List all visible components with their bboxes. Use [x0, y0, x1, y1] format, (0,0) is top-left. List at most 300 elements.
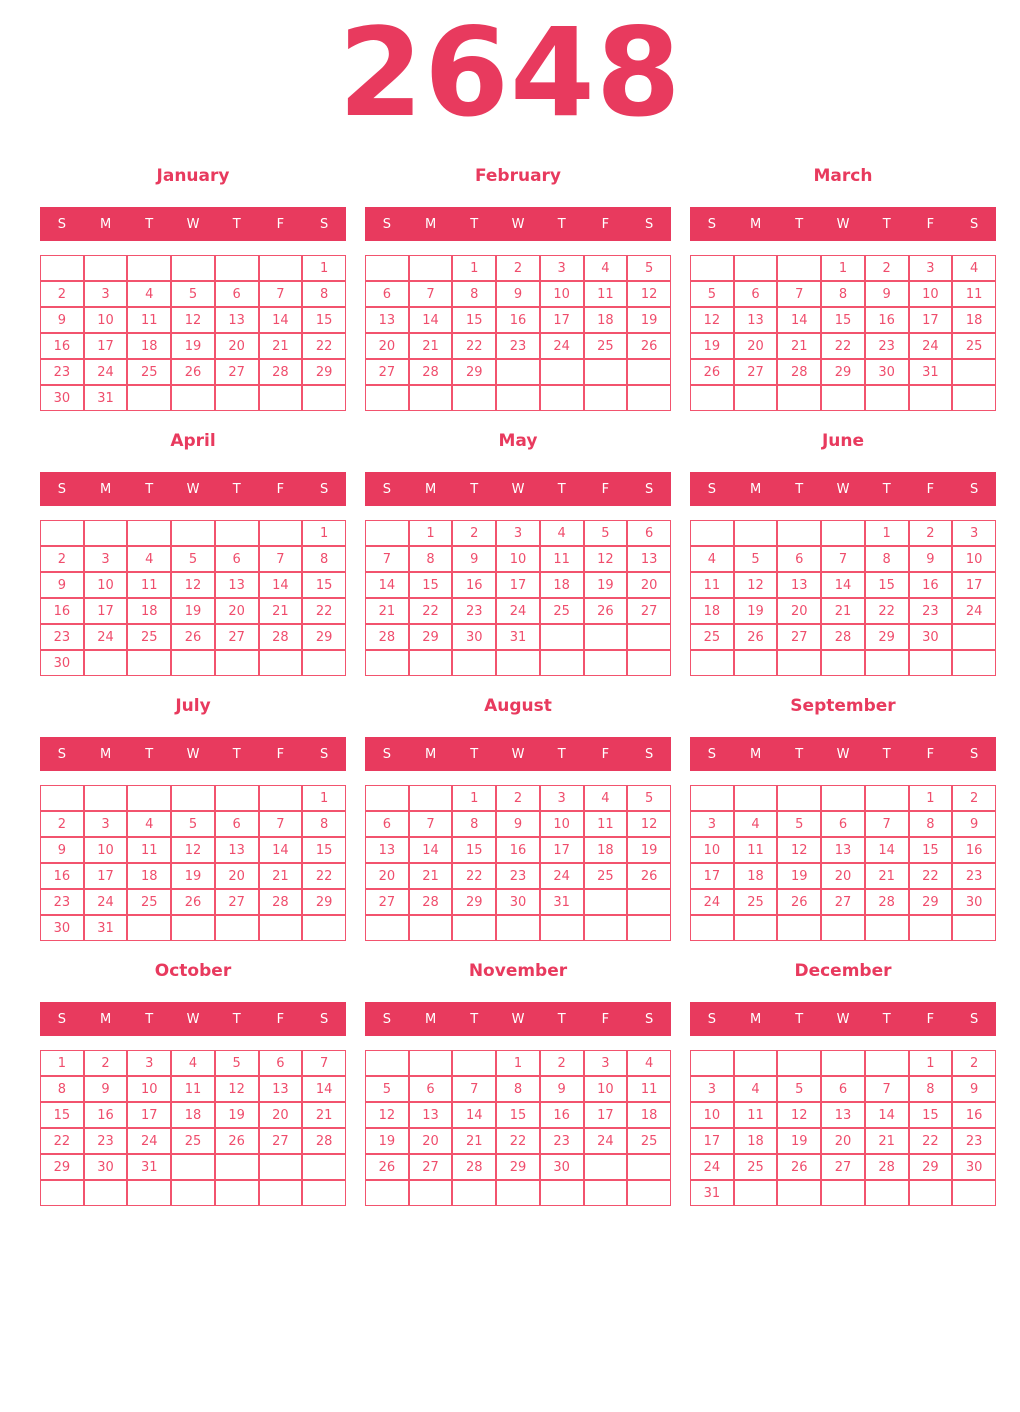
month-block-june — [690, 431, 996, 676]
month-day-grid — [690, 785, 996, 941]
day-cell: 22 — [40, 1128, 84, 1154]
empty-day-cell — [909, 1180, 953, 1206]
empty-day-cell — [777, 385, 821, 411]
day-cell: 3 — [909, 255, 953, 281]
day-cell: 7 — [452, 1076, 496, 1102]
day-cell: 27 — [821, 1154, 865, 1180]
weekday-label: S — [645, 1011, 654, 1027]
day-cell: 3 — [540, 785, 584, 811]
month-day-grid — [365, 255, 671, 411]
month-block-february — [365, 166, 671, 411]
day-cell: 16 — [40, 863, 84, 889]
day-cell: 9 — [496, 281, 540, 307]
week-row — [365, 1102, 671, 1128]
day-cell: 7 — [821, 546, 865, 572]
day-cell: 26 — [777, 1154, 821, 1180]
empty-day-cell — [127, 785, 171, 811]
day-cell: 16 — [40, 333, 84, 359]
weekday-label: M — [424, 1011, 437, 1027]
day-cell: 27 — [409, 1154, 453, 1180]
day-cell: 28 — [409, 359, 453, 385]
day-cell: 31 — [690, 1180, 734, 1206]
day-cell: 10 — [909, 281, 953, 307]
week-row — [365, 650, 671, 676]
weekday-label: T — [882, 481, 891, 497]
weekday-label: F — [601, 1011, 610, 1027]
day-cell: 25 — [127, 624, 171, 650]
weekday-header-row — [40, 1002, 346, 1036]
day-cell: 3 — [84, 811, 128, 837]
day-cell: 27 — [365, 359, 409, 385]
day-cell: 12 — [777, 837, 821, 863]
month-day-grid — [40, 1050, 346, 1206]
day-cell: 1 — [909, 785, 953, 811]
day-cell: 27 — [215, 889, 259, 915]
day-cell: 19 — [365, 1128, 409, 1154]
empty-day-cell — [734, 255, 778, 281]
week-row — [365, 624, 671, 650]
day-cell: 20 — [215, 333, 259, 359]
empty-day-cell — [909, 650, 953, 676]
empty-day-cell — [777, 650, 821, 676]
day-cell: 19 — [171, 333, 215, 359]
empty-day-cell — [734, 785, 778, 811]
day-cell: 24 — [952, 598, 996, 624]
empty-day-cell — [127, 385, 171, 411]
empty-day-cell — [259, 1180, 303, 1206]
day-cell: 14 — [259, 572, 303, 598]
empty-day-cell — [409, 255, 453, 281]
empty-day-cell — [952, 359, 996, 385]
day-cell: 29 — [302, 889, 346, 915]
day-cell: 19 — [171, 863, 215, 889]
day-cell: 7 — [259, 546, 303, 572]
week-row — [365, 281, 671, 307]
day-cell: 19 — [627, 307, 671, 333]
day-cell: 29 — [40, 1154, 84, 1180]
weekday-label: S — [57, 746, 66, 762]
day-cell: 24 — [84, 359, 128, 385]
empty-day-cell — [452, 1180, 496, 1206]
empty-day-cell — [627, 624, 671, 650]
day-cell: 8 — [821, 281, 865, 307]
day-cell: 17 — [84, 598, 128, 624]
empty-day-cell — [409, 650, 453, 676]
day-cell: 25 — [627, 1128, 671, 1154]
day-cell: 16 — [496, 837, 540, 863]
weekday-label: M — [99, 746, 112, 762]
empty-day-cell — [496, 650, 540, 676]
empty-day-cell — [734, 1050, 778, 1076]
empty-day-cell — [171, 785, 215, 811]
weekday-label: W — [836, 481, 850, 497]
empty-day-cell — [365, 520, 409, 546]
weekday-label: M — [99, 216, 112, 232]
empty-day-cell — [952, 1180, 996, 1206]
week-row — [365, 1154, 671, 1180]
month-day-grid — [40, 785, 346, 941]
day-cell: 2 — [496, 255, 540, 281]
day-cell: 27 — [627, 598, 671, 624]
empty-day-cell — [171, 915, 215, 941]
day-cell: 7 — [409, 811, 453, 837]
day-cell: 27 — [734, 359, 778, 385]
day-cell: 12 — [627, 811, 671, 837]
day-cell: 20 — [627, 572, 671, 598]
weekday-label: T — [795, 216, 804, 232]
week-row — [365, 546, 671, 572]
day-cell: 7 — [865, 1076, 909, 1102]
empty-day-cell — [215, 915, 259, 941]
empty-day-cell — [365, 255, 409, 281]
day-cell: 16 — [540, 1102, 584, 1128]
weekday-label: W — [186, 746, 200, 762]
month-title: September — [790, 696, 896, 716]
day-cell: 29 — [909, 889, 953, 915]
weekday-label: F — [926, 216, 935, 232]
day-cell: 10 — [952, 546, 996, 572]
empty-day-cell — [302, 1180, 346, 1206]
month-block-may — [365, 431, 671, 676]
day-cell: 12 — [734, 572, 778, 598]
day-cell: 20 — [365, 333, 409, 359]
day-cell: 5 — [690, 281, 734, 307]
day-cell: 4 — [734, 811, 778, 837]
day-cell: 13 — [627, 546, 671, 572]
day-cell: 19 — [215, 1102, 259, 1128]
weekday-header-row — [690, 1002, 996, 1036]
day-cell: 17 — [84, 863, 128, 889]
empty-day-cell — [627, 1180, 671, 1206]
day-cell: 5 — [734, 546, 778, 572]
empty-day-cell — [690, 650, 734, 676]
weekday-label: F — [276, 746, 285, 762]
week-row — [40, 385, 346, 411]
empty-day-cell — [40, 520, 84, 546]
day-cell: 21 — [259, 333, 303, 359]
day-cell: 18 — [690, 598, 734, 624]
day-cell: 2 — [909, 520, 953, 546]
day-cell: 18 — [127, 598, 171, 624]
weekday-header-row — [365, 737, 671, 771]
day-cell: 25 — [734, 889, 778, 915]
day-cell: 8 — [452, 811, 496, 837]
weekday-label: F — [276, 216, 285, 232]
empty-day-cell — [690, 1050, 734, 1076]
day-cell: 11 — [627, 1076, 671, 1102]
day-cell: 25 — [952, 333, 996, 359]
week-row — [40, 572, 346, 598]
day-cell: 13 — [215, 307, 259, 333]
empty-day-cell — [302, 650, 346, 676]
day-cell: 24 — [127, 1128, 171, 1154]
empty-day-cell — [215, 385, 259, 411]
weekday-label: S — [707, 481, 716, 497]
day-cell: 11 — [584, 281, 628, 307]
month-title: November — [468, 961, 568, 981]
day-cell: 12 — [171, 837, 215, 863]
month-block-october — [40, 961, 346, 1206]
day-cell: 7 — [365, 546, 409, 572]
day-cell: 4 — [127, 281, 171, 307]
weekday-label: M — [749, 1011, 762, 1027]
day-cell: 29 — [865, 624, 909, 650]
week-row — [365, 359, 671, 385]
day-cell: 13 — [365, 307, 409, 333]
day-cell: 23 — [865, 333, 909, 359]
day-cell: 16 — [496, 307, 540, 333]
weekday-label: M — [424, 481, 437, 497]
weekday-header-row — [690, 472, 996, 506]
empty-day-cell — [259, 255, 303, 281]
day-cell: 1 — [496, 1050, 540, 1076]
day-cell: 4 — [127, 546, 171, 572]
day-cell: 10 — [690, 1102, 734, 1128]
day-cell: 20 — [777, 598, 821, 624]
empty-day-cell — [127, 1180, 171, 1206]
day-cell: 27 — [821, 889, 865, 915]
day-cell: 8 — [302, 811, 346, 837]
empty-day-cell — [452, 650, 496, 676]
week-row — [40, 1154, 346, 1180]
week-row — [690, 281, 996, 307]
day-cell: 1 — [409, 520, 453, 546]
day-cell: 12 — [215, 1076, 259, 1102]
month-day-grid — [365, 520, 671, 676]
day-cell: 17 — [540, 307, 584, 333]
day-cell: 19 — [690, 333, 734, 359]
empty-day-cell — [690, 915, 734, 941]
day-cell: 25 — [584, 863, 628, 889]
day-cell: 27 — [215, 359, 259, 385]
empty-day-cell — [409, 785, 453, 811]
day-cell: 14 — [302, 1076, 346, 1102]
month-block-july — [40, 696, 346, 941]
day-cell: 30 — [540, 1154, 584, 1180]
empty-day-cell — [540, 650, 584, 676]
day-cell: 8 — [40, 1076, 84, 1102]
day-cell: 5 — [215, 1050, 259, 1076]
day-cell: 13 — [409, 1102, 453, 1128]
day-cell: 12 — [627, 281, 671, 307]
day-cell: 8 — [302, 546, 346, 572]
weekday-label: S — [57, 216, 66, 232]
weekday-label: T — [557, 481, 566, 497]
week-row — [40, 1128, 346, 1154]
day-cell: 28 — [259, 889, 303, 915]
empty-day-cell — [821, 650, 865, 676]
weekday-label: M — [749, 481, 762, 497]
day-cell: 15 — [909, 1102, 953, 1128]
day-cell: 24 — [690, 889, 734, 915]
day-cell: 10 — [84, 307, 128, 333]
day-cell: 22 — [302, 333, 346, 359]
day-cell: 28 — [777, 359, 821, 385]
day-cell: 8 — [909, 1076, 953, 1102]
weekday-label: M — [749, 216, 762, 232]
day-cell: 9 — [40, 837, 84, 863]
day-cell: 9 — [540, 1076, 584, 1102]
empty-day-cell — [909, 915, 953, 941]
day-cell: 18 — [734, 863, 778, 889]
day-cell: 21 — [259, 863, 303, 889]
day-cell: 5 — [627, 255, 671, 281]
day-cell: 11 — [540, 546, 584, 572]
week-row — [690, 624, 996, 650]
weekday-label: W — [836, 1011, 850, 1027]
day-cell: 15 — [302, 572, 346, 598]
week-row — [365, 520, 671, 546]
empty-day-cell — [365, 915, 409, 941]
day-cell: 21 — [865, 863, 909, 889]
day-cell: 14 — [865, 837, 909, 863]
week-row — [365, 598, 671, 624]
week-row — [690, 1154, 996, 1180]
day-cell: 31 — [84, 385, 128, 411]
year-title: 2648 — [338, 2, 682, 144]
weekday-label: T — [470, 1011, 479, 1027]
day-cell: 12 — [690, 307, 734, 333]
day-cell: 30 — [40, 385, 84, 411]
day-cell: 3 — [496, 520, 540, 546]
weekday-label: M — [99, 1011, 112, 1027]
month-block-august — [365, 696, 671, 941]
empty-day-cell — [215, 785, 259, 811]
empty-day-cell — [584, 1154, 628, 1180]
week-row — [40, 546, 346, 572]
day-cell: 22 — [302, 598, 346, 624]
empty-day-cell — [627, 650, 671, 676]
day-cell: 16 — [952, 1102, 996, 1128]
empty-day-cell — [584, 1180, 628, 1206]
weekday-label: F — [926, 481, 935, 497]
day-cell: 22 — [909, 863, 953, 889]
day-cell: 21 — [777, 333, 821, 359]
day-cell: 22 — [409, 598, 453, 624]
day-cell: 14 — [259, 307, 303, 333]
empty-day-cell — [777, 1050, 821, 1076]
empty-day-cell — [215, 520, 259, 546]
empty-day-cell — [821, 520, 865, 546]
day-cell: 30 — [40, 915, 84, 941]
week-row — [40, 598, 346, 624]
week-row — [690, 359, 996, 385]
month-day-grid — [40, 520, 346, 676]
day-cell: 23 — [952, 1128, 996, 1154]
day-cell: 16 — [952, 837, 996, 863]
month-title: July — [175, 696, 211, 716]
day-cell: 8 — [909, 811, 953, 837]
empty-day-cell — [365, 785, 409, 811]
day-cell: 10 — [540, 281, 584, 307]
day-cell: 13 — [365, 837, 409, 863]
week-row — [690, 572, 996, 598]
day-cell: 18 — [127, 333, 171, 359]
weekday-label: S — [320, 1011, 329, 1027]
weekday-header-row — [690, 207, 996, 241]
day-cell: 28 — [821, 624, 865, 650]
empty-day-cell — [365, 650, 409, 676]
day-cell: 18 — [127, 863, 171, 889]
day-cell: 9 — [40, 307, 84, 333]
day-cell: 26 — [171, 624, 215, 650]
empty-day-cell — [84, 650, 128, 676]
day-cell: 3 — [84, 546, 128, 572]
empty-day-cell — [777, 520, 821, 546]
day-cell: 25 — [540, 598, 584, 624]
day-cell: 15 — [40, 1102, 84, 1128]
day-cell: 10 — [690, 837, 734, 863]
weekday-label: T — [232, 481, 241, 497]
weekday-label: F — [276, 1011, 285, 1027]
day-cell: 27 — [215, 624, 259, 650]
day-cell: 5 — [777, 1076, 821, 1102]
empty-day-cell — [865, 1180, 909, 1206]
day-cell: 22 — [452, 863, 496, 889]
day-cell: 26 — [777, 889, 821, 915]
day-cell: 26 — [215, 1128, 259, 1154]
day-cell: 14 — [821, 572, 865, 598]
day-cell: 21 — [365, 598, 409, 624]
week-row — [365, 385, 671, 411]
empty-day-cell — [84, 785, 128, 811]
day-cell: 21 — [821, 598, 865, 624]
day-cell: 2 — [452, 520, 496, 546]
empty-day-cell — [734, 385, 778, 411]
week-row — [40, 255, 346, 281]
day-cell: 17 — [540, 837, 584, 863]
week-row — [365, 889, 671, 915]
empty-day-cell — [627, 385, 671, 411]
day-cell: 6 — [821, 1076, 865, 1102]
empty-day-cell — [302, 385, 346, 411]
day-cell: 24 — [690, 1154, 734, 1180]
month-day-grid — [40, 255, 346, 411]
weekday-label: S — [707, 1011, 716, 1027]
day-cell: 13 — [821, 1102, 865, 1128]
week-row — [40, 1050, 346, 1076]
empty-day-cell — [734, 650, 778, 676]
empty-day-cell — [84, 255, 128, 281]
day-cell: 12 — [584, 546, 628, 572]
empty-day-cell — [409, 385, 453, 411]
day-cell: 24 — [540, 863, 584, 889]
day-cell: 22 — [302, 863, 346, 889]
day-cell: 6 — [734, 281, 778, 307]
day-cell: 13 — [215, 572, 259, 598]
empty-day-cell — [865, 1050, 909, 1076]
weekday-label: T — [882, 746, 891, 762]
day-cell: 30 — [909, 624, 953, 650]
day-cell: 2 — [952, 1050, 996, 1076]
day-cell: 21 — [409, 333, 453, 359]
weekday-label: F — [601, 216, 610, 232]
week-row — [40, 889, 346, 915]
day-cell: 1 — [452, 785, 496, 811]
day-cell: 31 — [496, 624, 540, 650]
month-day-grid — [365, 785, 671, 941]
day-cell: 14 — [365, 572, 409, 598]
weekday-label: S — [970, 481, 979, 497]
day-cell: 29 — [302, 624, 346, 650]
day-cell: 21 — [259, 598, 303, 624]
week-row — [365, 863, 671, 889]
day-cell: 15 — [409, 572, 453, 598]
day-cell: 22 — [452, 333, 496, 359]
day-cell: 30 — [952, 889, 996, 915]
weekday-header-row — [40, 207, 346, 241]
day-cell: 13 — [821, 837, 865, 863]
